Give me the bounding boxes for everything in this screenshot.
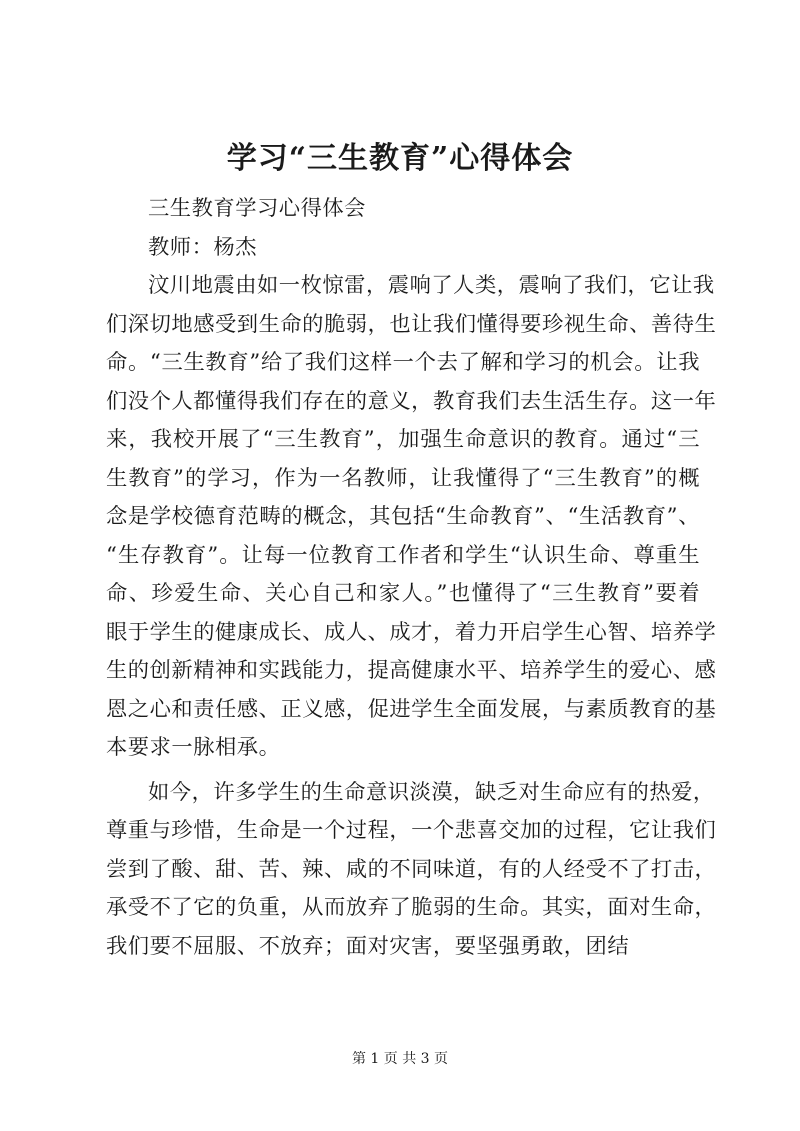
paragraph-line: 念是学校德育范畴的概念，其包括“生命教育”、“生活教育”、 — [106, 504, 700, 529]
page-title: 学习“三生教育”心得体会 — [226, 141, 574, 176]
page-footer: 第 1 页 共 3 页 — [351, 1051, 449, 1067]
paragraph-line: 眼于学生的健康成长、成人、成才，着力开启学生心智、培养学 — [106, 619, 717, 645]
paragraph-line: 命。“三生教育”给了我们这样一个去了解和学习的机会。让我 — [106, 350, 700, 375]
paragraph-line: 承受不了它的负重，从而放弃了脆弱的生命。其实，面对生命， — [106, 895, 717, 920]
paragraph-line: 来，我校开展了“三生教育”，加强生命意识的教育。通过“三 — [106, 427, 700, 452]
paragraph-line: 生教育”的学习，作为一名教师，让我懂得了“三生教育”的概 — [106, 465, 700, 491]
document-body — [106, 190, 717, 966]
paragraph-line: 如今，许多学生的生命意识淡漠，缺乏对生命应有的热爱， — [148, 779, 715, 805]
paragraph-line: 尊重与珍惜，生命是一个过程，一个悲喜交加的过程，它让我们 — [106, 818, 717, 843]
paragraph-1 — [106, 267, 717, 768]
paragraph-line: 我们要不屈服、不放弃；面对灾害，要坚强勇敢，团结 — [106, 933, 630, 959]
paragraph-line: 尝到了酸、甜、苦、辣、咸的不同味道，有的人经受不了打击， — [106, 856, 717, 882]
paragraph-line: 本要求一脉相承。 — [106, 735, 281, 760]
paragraph-line: 汶川地震由如一枚惊雷，震响了人类，震响了我们，它让我 — [148, 273, 715, 298]
paragraph-line: “生存教育”。让每一位教育工作者和学生“认识生命、尊重生 — [106, 542, 700, 568]
paragraph-line: 生的创新精神和实践能力，提高健康水平、培养学生的爱心、感 — [106, 658, 717, 683]
paragraph-2 — [106, 774, 717, 967]
paragraph-line: 恩之心和责任感、正义感，促进学生全面发展，与素质教育的基 — [106, 696, 717, 722]
author-line: 教师：杨杰 — [148, 234, 257, 260]
paragraph-line: 命、珍爱生命、关心自己和家人。”也懂得了“三生教育”要着 — [106, 581, 700, 606]
subtitle: 三生教育学习心得体会 — [148, 196, 366, 221]
paragraph-line: 们没个人都懂得我们存在的意义，教育我们去生活生存。这一年 — [106, 388, 717, 414]
paragraph-line: 们深切地感受到生命的脆弱，也让我们懂得要珍视生命、善待生 — [106, 311, 717, 337]
